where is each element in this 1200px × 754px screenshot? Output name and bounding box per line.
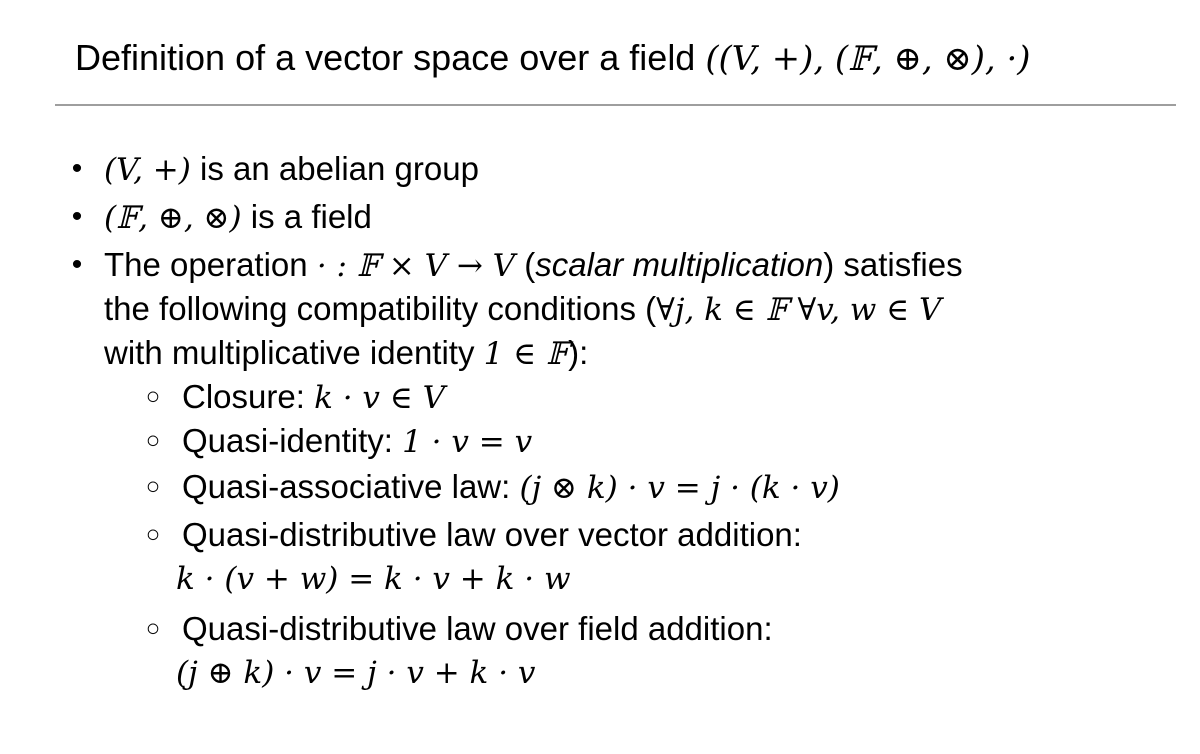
item-text: the following compatibility conditions ( <box>104 290 657 327</box>
italic-term: scalar multiplication <box>535 246 824 283</box>
item-text: Quasi-associative law: <box>182 468 520 505</box>
sub-bullet-icon: ○ <box>145 383 161 410</box>
math-expression: 1 · v = v <box>402 424 533 460</box>
item-text: with multiplicative identity <box>104 334 484 371</box>
math-expression: (j ⊕ k) · v = j · v + k · v <box>176 655 536 691</box>
math-expression: (j ⊗ k) · v = j · (k · v) <box>519 470 840 506</box>
title-divider <box>55 104 1176 106</box>
math-expression: ∀j, k ∈ 𝔽 ∀v, w ∈ V <box>656 292 942 328</box>
list-item-text-line-1 <box>104 243 963 288</box>
sub-bullet-icon: ○ <box>145 473 161 500</box>
list-item-text <box>104 147 479 192</box>
math-expression: k · (v + w) = k · v + k · w <box>176 561 571 597</box>
list-item-text <box>104 195 372 240</box>
sub-bullet-icon: ○ <box>145 615 161 642</box>
item-text: Closure: <box>182 378 315 415</box>
sub-list-item-text <box>182 419 532 464</box>
bullet-icon: • <box>71 248 83 281</box>
sub-list-item-text: Quasi-distributive law over field addition: <box>182 610 773 647</box>
math-expression: (𝔽, ⊕, ⊗) <box>104 200 242 236</box>
item-text: ) satisfies <box>823 246 963 283</box>
bullet-icon: • <box>71 200 83 233</box>
title-text: Definition of a vector space over a field <box>75 37 696 78</box>
sub-bullet-icon: ○ <box>145 427 161 454</box>
line-3-content <box>104 331 588 376</box>
math-expression: (V, +) <box>104 152 191 188</box>
bullet-icon: • <box>71 152 83 185</box>
sub-bullet-icon: ○ <box>145 521 161 548</box>
line-2-content <box>104 287 941 332</box>
math-expression: k · v ∈ V <box>314 380 446 416</box>
item-text: Quasi-identity: <box>182 422 403 459</box>
math-expression: · : 𝔽 × V → V <box>316 248 516 284</box>
page-title <box>75 32 1185 85</box>
title-math: ((V, +), (𝔽, ⊕, ⊗), ·) <box>705 39 1031 78</box>
item-text: The operation <box>104 246 317 283</box>
sub-list-item-text <box>182 465 840 510</box>
item-text: ( <box>515 246 536 283</box>
item-text: ): <box>568 334 589 371</box>
sub-list-item-text <box>182 375 445 420</box>
item-text: is a field <box>241 198 372 235</box>
item-text: is an abelian group <box>190 150 479 187</box>
math-expression: 1 ∈ 𝔽 <box>483 336 569 372</box>
sub-list-item-text: Quasi-distributive law over vector addition: <box>182 516 802 553</box>
